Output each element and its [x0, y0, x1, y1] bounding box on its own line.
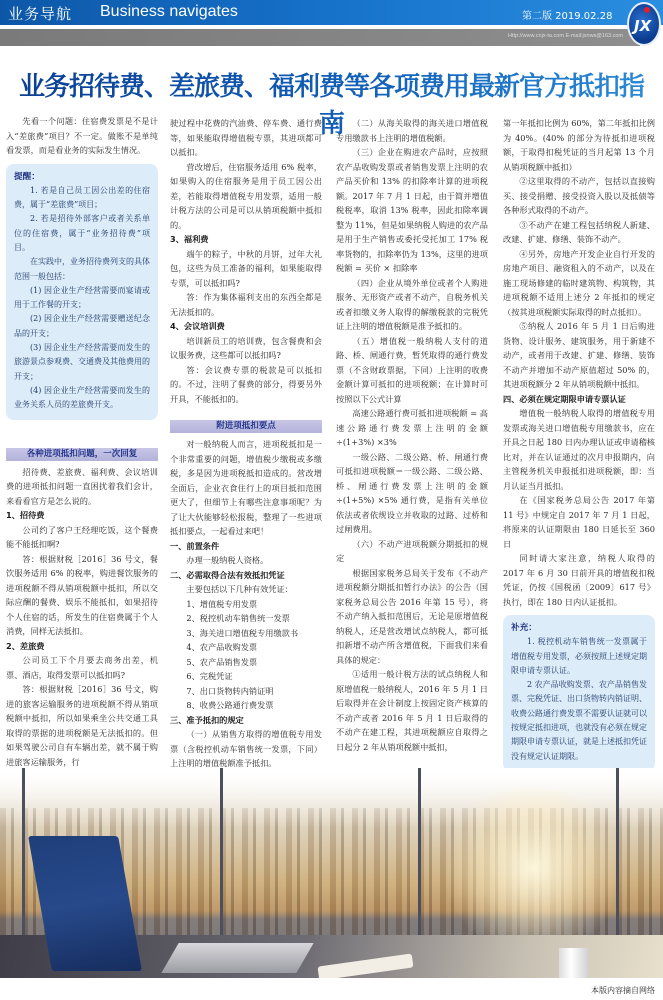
page-headline: 业务招待费、差旅费、福利费等各项费用最新官方抵扣指南	[10, 66, 653, 140]
sun-glow	[433, 788, 633, 948]
callout-para: (3) 因企业生产经营需要而发生的旅游景点参观费、交通费及其他费用的开支；	[14, 343, 150, 381]
list-item: 5、农产品销售发票	[186, 656, 258, 667]
callout-para: 1. 税控机动车销售统一发票属于增值税专用发票，必须按照上述规定期限申请专票认证。	[511, 637, 647, 675]
callout-para: 2. 若是招待外部客户或者关系单位的住宿费，属于“业务招待费”项目。	[14, 214, 150, 252]
answer-paragraph: 答：会议费专票的税款是可以抵扣的。不过，注明了餐费的部分，得要另外开具，不能抵扣的。	[170, 364, 322, 404]
section-header-input-deduction-qa: 各种进项抵扣问题，一次回复	[6, 448, 158, 461]
body-paragraph: （三）企业在购进农产品时，应按照农产品收购发票或者销售发票上注明的农产品买价和 13% 的扣除率计算的进项税额。2017 年 7 月 1 日起，由于简并增值税税率，取消 13% 税率，因此扣除率调整为 11%，但是如果纳税人购进的农产品是用于生产销售或委托受托加工 17% 税率货物的，扣除率仍为 13%，这里的进项税额 = 买价 × 扣除率	[336, 147, 488, 273]
body-paragraph: （五）增值税一般纳税人支付的道路、桥、闸通行费，暂凭取得的通行费发票（不含财政票据，下同）上注明的收费金额计算可抵扣的进项税额；在计算时可按照以下公式计算	[336, 335, 488, 404]
question-paragraph: 培训新员工的培训费，包含餐费和会议服务费，这些都可以抵扣吗?	[170, 335, 322, 360]
body-paragraph: 增值税一般纳税人取得的增值税专用发票或海关进口增值税专用缴款书，应在开具之日起 180 日内办理认证或申请稽核比对，并在认证通过的次月申报期内，向主管税务机关申报抵扣进项税额，即：当月认证当月抵扣。	[503, 408, 655, 491]
subheading-deduction-rules: 三、准予抵扣的规定	[170, 714, 244, 725]
answer-paragraph: 答：作为集体福利支出的东西全都是无法抵扣的。	[170, 292, 322, 317]
callout-para: 在实践中，业务招待费列支的具体范围一般包括：	[14, 257, 150, 281]
question-paragraph: 公司约了客户王经理吃饭，这个餐费能不能抵扣啊?	[6, 524, 158, 550]
answer-paragraph: 答：根据财税［2016］36 号文，购进的旅客运输服务的进项税额不得从销项税额中抵扣，所以如果乘坐公共交通工具取得的票据的进项税额是无法抵扣的。但如果驾驶公司自有车辆出差，就不属于购进旅客运输服务，行	[6, 684, 158, 767]
section-lead: 对一般纳税人而言，进项税抵扣是一个非常重要的问题，增值税少缴税或多缴税，多是因为进项税抵扣造成的。营改增全面后，企业衣食住行上的项目抵扣范围更大了，但细节上有哪些注意事项呢？为了让大伙能够轻松报税，整理了一些进项抵扣要点，一起看过来吧！	[170, 439, 322, 536]
column-1	[6, 114, 158, 769]
voucher-list	[170, 597, 322, 713]
body-paragraph: 办理一般纳税人资格。	[186, 555, 269, 565]
body-paragraph: 营改增后，住宿服务适用 6% 税率，如果购入的住宿服务是用于员工因公出差，若能取得增值税专用发票，适用一般计税方法的公司是可以从销项税额中抵扣的。	[170, 161, 322, 230]
list-item: 6、完税凭证	[186, 671, 233, 681]
body-paragraph: （一）从销售方取得的增值税专用发票（含税控机动车销售统一发票，下同）上注明的增值税额准予抵扣。	[170, 729, 322, 768]
body-paragraph: （四）企业从境外单位或者个人购进服务、无形资产或者不动产，自税务机关或者扣缴义务人取得的解缴税款的完税凭证上注明的增值税额是准予抵扣的。	[336, 277, 488, 331]
formula-paragraph: 高速公路通行费可抵扣进项税额 = 高速公路通行费发票上注明的金额 ÷(1+3%) ×3%	[336, 408, 488, 447]
continued-paragraph: 第一年抵扣比例为 60%，第二年抵扣比例为 40%。(40% 的部分为待抵扣进项税额，于取得扣税凭证的当月起第 13 个月从销项税额中抵扣）	[503, 118, 655, 172]
continued-paragraph: 驶过程中花费的汽油费、停车费、通行费等，如果能取得增值税专票，其进项都可以抵扣。	[170, 118, 322, 157]
edition-date: 第二版 2019.02.28	[522, 11, 613, 22]
callout-para: (2) 因企业生产经营需要赠送纪念品的开支；	[14, 314, 150, 338]
section-lead: 招待费、差旅费、福利费、会议培训费的进项抵扣问题一直困扰着我们会计，来看看官方是怎么说的。	[6, 466, 158, 506]
body-paragraph: ②这里取得的不动产，包括以直接购买、接受捐赠、接受投资入股以及抵债等各种形式取得的不动产。	[503, 176, 655, 215]
formula-paragraph: 一级公路、二级公路、桥、闸通行费可抵扣进项税额＝一级公路、二级公路、桥、闸通行费发票上注明的金额 ÷(1+5%) ×5% 通行费，是指有关单位依法或者依规设立并收取的过路、过桥和过闸费用。	[336, 451, 488, 534]
window-frame	[22, 768, 25, 938]
logo-text: JX	[634, 17, 652, 35]
list-item: 3、海关进口增值税专用缴款书	[186, 627, 299, 638]
callout-para: 2 农产品收购发票、农产品销售发票、完税凭证、出口货物转内销证明、收费公路通行费发票不需要认证就可以按规定抵扣进项，也就没有必须在规定期限申请专票认证，就是上述抵扣凭证没有规定认证期限。	[511, 680, 647, 761]
body-paragraph: 根据国家税务总局关于发布《不动产进项税额分期抵扣暂行办法》的公告（国家税务总局公告 2016 年第 15 号），将不动产纳入抵扣范围后，无论是原增值税纳税人，还是营改增试点纳税人，都可抵扣新增不动产所含增值税，下面我们来看具体的规定：	[336, 567, 488, 665]
office-city-view-photo	[0, 768, 663, 978]
logo-red-dot	[644, 7, 650, 13]
subheading-entertainment: 1、招待费	[6, 510, 45, 521]
column-3	[336, 116, 488, 754]
body-paragraph: 主要包括以下几种有效凭证：	[186, 584, 293, 594]
list-item: 4、农产品收购发票	[186, 642, 258, 652]
column-2	[170, 116, 322, 771]
body-paragraph: 在《国家税务总局公告 2017 年第 11 号》中规定自 2017 年 7 月 1 日起，将原来的认证期限由 180 日延长至 360 日	[503, 495, 655, 549]
callout-para: 1. 若是自己员工因公出差的住宿费，属于“差旅费”项目；	[14, 185, 150, 210]
column-4	[503, 116, 655, 779]
callout-para: (4) 因企业生产经营需要而发生的业务关系人员的差旅费开支。	[14, 385, 150, 410]
body-paragraph: ③不动产在建工程包括纳税人新建、改建、扩建、修缮、装饰不动产。	[503, 219, 655, 244]
section-name-en: Business navigates	[100, 3, 238, 20]
question-paragraph: 端午的粽子，中秋的月饼，过年大礼包，这些为员工准备的福利，如果能取得专票，可以抵扣吗?	[170, 248, 322, 288]
source-note: 本版内容摘自网络	[591, 986, 655, 995]
body-paragraph: 同时请大家注意，纳税人取得的 2017 年 6 月 30 日前开具的增值税扣税凭证，仍按《国税函〔2009〕617 号》执行，即在 180 日内认证抵扣。	[503, 553, 655, 607]
jx-logo-icon	[627, 2, 661, 46]
subheading-precondition: 一、前置条件	[170, 540, 220, 551]
subheading-welfare: 3、福利费	[170, 234, 209, 244]
question-paragraph: 公司员工下个月要去商务出差，机票、酒店，取得发票可以抵扣吗?	[6, 655, 158, 680]
subheading-valid-vouchers: 二、必需取得合法有效抵扣凭证	[170, 569, 285, 580]
list-item: 1、增值税专用发票	[186, 598, 258, 609]
body-paragraph: （二）从海关取得的海关进口增值税专用缴款书上注明的增值税额。	[336, 118, 488, 143]
subheading-certification-deadline: 四、必须在规定期限申请专票认证	[503, 393, 626, 404]
window-frame	[616, 768, 619, 938]
body-paragraph: ①适用一般计税方法的试点纳税人和原增值税一般纳税人，2016 年 5 月 1 日后取得并在会计制度上按固定资产核算的不动产或者 2016 年 5 月 1 日后取得的不动产在建工程，其进项税额应自取得之日起分 2 年从销项税额中抵扣，	[336, 669, 488, 752]
answer-paragraph: 答：根据财税［2016］36 号文，餐饮服务适用 6% 的税率，购进餐饮服务的进项税额不得从销项税额中抵扣，所以交际应酬的餐费、娱乐不能抵扣，如果招待个人住宿的话，所发生的住宿费属于个人消费，同样无法抵扣。	[6, 553, 158, 637]
supplement-callout	[503, 615, 655, 771]
subheading-travel: 2、差旅费	[6, 640, 45, 651]
callout-title: 补充：	[511, 623, 537, 633]
intro-paragraph: 先看一个问题：住宿费发票是不是计入“差旅费”项目？不一定。做账不是单纯看发票，而是看业务的实际发生情况。	[6, 116, 158, 155]
coffee-mug-icon	[559, 948, 589, 978]
section-header-deduction-points: 附进项抵扣要点	[170, 420, 322, 433]
masthead	[0, 0, 663, 50]
body-paragraph: （六）不动产进项税额分期抵扣的规定	[336, 538, 488, 563]
list-item: 7、出口货物转内销证明	[186, 685, 274, 696]
body-paragraph: ⑤纳税人 2016 年 5 月 1 日后购进货物、设计服务、建筑服务，用于新建不动产，或者用于改建、扩建、修缮、装饰不动产并增加不动产原值超过 50% 的，其进项税额分 2 年从销项税额中抵扣。	[503, 321, 655, 389]
body-paragraph: ④另外，房地产开发企业自行开发的房地产项目、融资租入的不动产，以及在施工现场修建的临时建筑物、构筑物，其进项税额不适用上述分 2 年抵扣的规定（按其进项税额实际取得的时点抵扣）。	[503, 248, 655, 317]
callout-para: (1) 因企业生产经营需要而宴请或用于工作餐的开支；	[14, 285, 150, 310]
subheading-meeting-training: 4、会议培训费	[170, 321, 225, 331]
list-item: 8、收费公路通行费发票	[186, 700, 274, 710]
window-frame	[220, 768, 223, 938]
list-item: 2、税控机动车销售统一发票	[186, 613, 290, 623]
callout-title: 提醒：	[14, 171, 40, 182]
website-email: Http://www.cnjx-ta.com E-mail:jxnws@163.com	[507, 33, 623, 39]
laptop-keyboard-icon	[161, 943, 313, 973]
section-name-cn: 业务导航	[8, 5, 73, 23]
reminder-callout	[6, 164, 158, 420]
window-frame	[418, 768, 421, 938]
